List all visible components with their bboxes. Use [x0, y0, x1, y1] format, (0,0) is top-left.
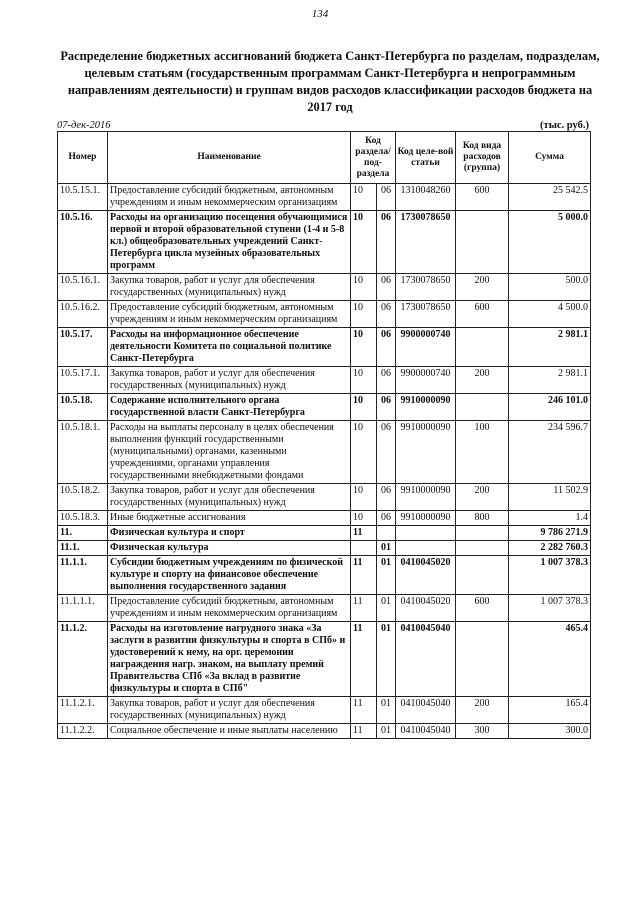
row-amount-cell: 2 981.1 [509, 367, 591, 394]
row-target-article-cell: 1730078650 [396, 274, 456, 301]
row-number-cell: 10.5.18. [58, 394, 108, 421]
row-amount-cell: 246 101.0 [509, 394, 591, 421]
table-row [58, 211, 591, 274]
table-header-row [58, 132, 591, 184]
row-name-cell: Закупка товаров, работ и услуг для обеспечения государственных (муниципальных) нужд [108, 367, 351, 394]
row-expense-type-cell: 300 [456, 724, 509, 739]
row-name-cell: Содержание исполнительного органа государственной власти Санкт-Петербурга [108, 394, 351, 421]
row-number-cell: 11.1.1. [58, 556, 108, 595]
row-expense-type-cell: 600 [456, 301, 509, 328]
row-expense-type-cell: 100 [456, 421, 509, 484]
row-subsection-cell: 01 [377, 541, 396, 556]
row-subsection-cell: 06 [377, 274, 396, 301]
header-amount: Сумма [509, 132, 591, 184]
table-row [58, 541, 591, 556]
table-row [58, 274, 591, 301]
row-number-cell: 11.1.2. [58, 622, 108, 697]
row-section-cell: 10 [351, 184, 377, 211]
units-label: (тыс. руб.) [540, 120, 589, 131]
row-number-cell: 11.1.2.2. [58, 724, 108, 739]
row-amount-cell: 1 007 378.3 [509, 595, 591, 622]
row-section-cell: 10 [351, 328, 377, 367]
row-amount-cell: 5 000.0 [509, 211, 591, 274]
row-amount-cell: 9 786 271.9 [509, 526, 591, 541]
document-title: Распределение бюджетных ассигнований бюджета Санкт-Петербурга по разделам, подразделам, целевым статьям (государственным программам Санкт-Петербурга и непрограммным направлениям деятельности) и группам видов расходов классификации расходов бюджета на 2017 год [60, 49, 600, 114]
row-amount-cell: 2 282 760.3 [509, 541, 591, 556]
row-number-cell: 10.5.16.2. [58, 301, 108, 328]
row-subsection-cell: 06 [377, 367, 396, 394]
table-row [58, 595, 591, 622]
row-section-cell: 10 [351, 394, 377, 421]
row-expense-type-cell: 600 [456, 184, 509, 211]
row-subsection-cell: 06 [377, 421, 396, 484]
row-expense-type-cell [456, 211, 509, 274]
row-name-cell: Закупка товаров, работ и услуг для обеспечения государственных (муниципальных) нужд [108, 697, 351, 724]
row-name-cell: Предоставление субсидий бюджетным, автономным учреждениям и иным некоммерческим организациям [108, 301, 351, 328]
row-target-article-cell: 0410045040 [396, 697, 456, 724]
row-amount-cell: 465.4 [509, 622, 591, 697]
row-section-cell: 11 [351, 526, 377, 541]
row-subsection-cell: 06 [377, 394, 396, 421]
row-subsection-cell [377, 526, 396, 541]
row-name-cell: Субсидии бюджетным учреждениям по физической культуре и спорту на финансовое обеспечение выполнения государственного задания [108, 556, 351, 595]
table-row [58, 484, 591, 511]
row-name-cell: Предоставление субсидий бюджетным, автономным учреждениям и иным некоммерческим организациям [108, 595, 351, 622]
table-row [58, 511, 591, 526]
row-expense-type-cell: 200 [456, 367, 509, 394]
row-name-cell: Закупка товаров, работ и услуг для обеспечения государственных (муниципальных) нужд [108, 274, 351, 301]
row-section-cell: 10 [351, 274, 377, 301]
table-body [58, 184, 591, 739]
row-amount-cell: 234 596.7 [509, 421, 591, 484]
row-expense-type-cell [456, 526, 509, 541]
row-expense-type-cell: 800 [456, 511, 509, 526]
row-number-cell: 10.5.18.3. [58, 511, 108, 526]
header-csr: Код целе-вой статьи [396, 132, 456, 184]
row-expense-type-cell [456, 541, 509, 556]
row-target-article-cell: 9910000090 [396, 394, 456, 421]
row-section-cell: 10 [351, 511, 377, 526]
table-row [58, 622, 591, 697]
row-amount-cell: 11 502.9 [509, 484, 591, 511]
row-target-article-cell: 0410045020 [396, 595, 456, 622]
row-number-cell: 10.5.15.1. [58, 184, 108, 211]
row-target-article-cell: 1310048260 [396, 184, 456, 211]
row-amount-cell: 25 542.5 [509, 184, 591, 211]
table-row [58, 421, 591, 484]
row-number-cell: 10.5.17.1. [58, 367, 108, 394]
row-expense-type-cell [456, 394, 509, 421]
row-target-article-cell: 9900000740 [396, 367, 456, 394]
budget-table [57, 131, 591, 739]
row-number-cell: 11.1.1.1. [58, 595, 108, 622]
row-target-article-cell: 0410045020 [396, 556, 456, 595]
row-expense-type-cell: 200 [456, 274, 509, 301]
header-name: Наименование [108, 132, 351, 184]
table-row [58, 328, 591, 367]
row-section-cell: 10 [351, 484, 377, 511]
row-target-article-cell: 0410045040 [396, 622, 456, 697]
page-number: 134 [311, 8, 329, 20]
row-amount-cell: 4 500.0 [509, 301, 591, 328]
row-name-cell: Расходы на изготовление нагрудного знака «За заслуги в развитии физкультуры и спорта в СПб» и удостоверений к нему, на орг. церемонии награждения нагр. знаком, на выплату премий Правительства СПб «За вклад в развитие физкультуры и спорта в СПб" [108, 622, 351, 697]
row-amount-cell: 300.0 [509, 724, 591, 739]
table-row [58, 367, 591, 394]
row-subsection-cell: 01 [377, 697, 396, 724]
row-amount-cell: 2 981.1 [509, 328, 591, 367]
header-vr: Код вида расходов (группа) [456, 132, 509, 184]
document-date: 07-дек-2016 [57, 120, 111, 131]
row-name-cell: Закупка товаров, работ и услуг для обеспечения государственных (муниципальных) нужд [108, 484, 351, 511]
table-row [58, 724, 591, 739]
row-target-article-cell: 9910000090 [396, 484, 456, 511]
row-amount-cell: 500.0 [509, 274, 591, 301]
row-number-cell: 10.5.16. [58, 211, 108, 274]
row-subsection-cell: 01 [377, 622, 396, 697]
row-name-cell: Иные бюджетные ассигнования [108, 511, 351, 526]
row-section-cell: 10 [351, 301, 377, 328]
row-target-article-cell: 9910000090 [396, 421, 456, 484]
row-number-cell: 10.5.18.1. [58, 421, 108, 484]
row-subsection-cell: 06 [377, 301, 396, 328]
row-section-cell: 10 [351, 421, 377, 484]
row-number-cell: 10.5.18.2. [58, 484, 108, 511]
row-section-cell: 10 [351, 367, 377, 394]
table-row [58, 556, 591, 595]
row-section-cell: 11 [351, 724, 377, 739]
row-number-cell: 11.1. [58, 541, 108, 556]
row-subsection-cell: 06 [377, 328, 396, 367]
row-name-cell: Физическая культура и спорт [108, 526, 351, 541]
header-section: Код раздела/ под-раздела [351, 132, 396, 184]
row-number-cell: 11.1.2.1. [58, 697, 108, 724]
table-row [58, 526, 591, 541]
row-section-cell: 11 [351, 697, 377, 724]
row-subsection-cell: 06 [377, 484, 396, 511]
row-target-article-cell: 9900000740 [396, 328, 456, 367]
row-target-article-cell: 9910000090 [396, 511, 456, 526]
table-row [58, 697, 591, 724]
row-name-cell: Расходы на организацию посещения обучающимися первой и второй образовательной ступени (1-4 и 5-8 кл.) общеобразовательных учреждений Санкт-Петербурга цикла музейных образовательных программ [108, 211, 351, 274]
row-name-cell: Предоставление субсидий бюджетным, автономным учреждениям и иным некоммерческим организациям [108, 184, 351, 211]
row-name-cell: Физическая культура [108, 541, 351, 556]
row-target-article-cell: 0410045040 [396, 724, 456, 739]
row-subsection-cell: 06 [377, 211, 396, 274]
row-expense-type-cell: 600 [456, 595, 509, 622]
row-number-cell: 10.5.17. [58, 328, 108, 367]
table-row [58, 184, 591, 211]
row-subsection-cell: 01 [377, 556, 396, 595]
row-amount-cell: 1.4 [509, 511, 591, 526]
row-amount-cell: 1 007 378.3 [509, 556, 591, 595]
row-name-cell: Социальное обеспечение и иные выплаты населению [108, 724, 351, 739]
table-row [58, 301, 591, 328]
row-section-cell: 11 [351, 556, 377, 595]
row-expense-type-cell [456, 328, 509, 367]
row-subsection-cell: 01 [377, 595, 396, 622]
row-subsection-cell: 06 [377, 511, 396, 526]
row-name-cell: Расходы на информационное обеспечение деятельности Комитета по социальной политике Санкт-Петербурга [108, 328, 351, 367]
row-target-article-cell [396, 526, 456, 541]
header-number: Номер [58, 132, 108, 184]
row-target-article-cell: 1730078650 [396, 211, 456, 274]
row-section-cell: 11 [351, 622, 377, 697]
row-expense-type-cell [456, 622, 509, 697]
row-target-article-cell: 1730078650 [396, 301, 456, 328]
row-section-cell: 11 [351, 595, 377, 622]
row-amount-cell: 165.4 [509, 697, 591, 724]
row-expense-type-cell [456, 556, 509, 595]
row-expense-type-cell: 200 [456, 484, 509, 511]
row-name-cell: Расходы на выплаты персоналу в целях обеспечения выполнения функций государственными (муниципальными) органами, казенными учреждениями, органами управления государственными внебюджетными фондами [108, 421, 351, 484]
row-number-cell: 10.5.16.1. [58, 274, 108, 301]
row-section-cell: 10 [351, 211, 377, 274]
row-expense-type-cell: 200 [456, 697, 509, 724]
row-subsection-cell: 01 [377, 724, 396, 739]
row-number-cell: 11. [58, 526, 108, 541]
row-target-article-cell [396, 541, 456, 556]
table-row [58, 394, 591, 421]
row-subsection-cell: 06 [377, 184, 396, 211]
row-section-cell [351, 541, 377, 556]
